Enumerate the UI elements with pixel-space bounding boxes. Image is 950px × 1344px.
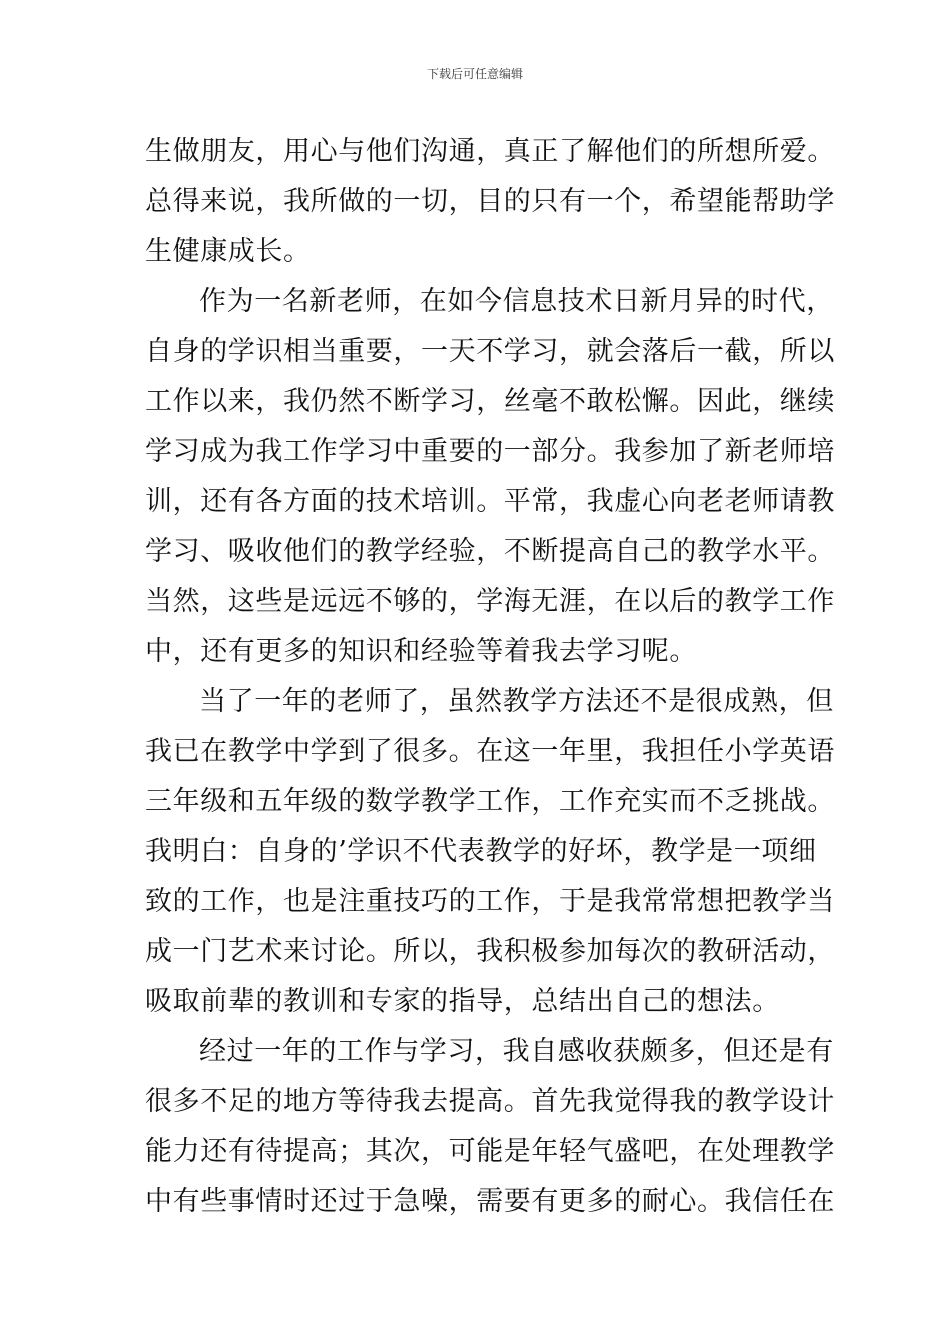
text-line: 我已在教学中学到了很多。在这一年里，我担任小学英语 — [145, 736, 835, 767]
paragraph-first-line: 经过一年的工作与学习，我自感收获颇多，但还是有 — [199, 1036, 834, 1067]
text-line: 致的工作，也是注重技巧的工作，于是我常常想把教学当 — [145, 886, 835, 917]
text-line: 吸取前辈的教训和专家的指导，总结出自己的想法。 — [145, 986, 780, 1017]
text-line: 工作以来，我仍然不断学习，丝毫不敢松懈。因此，继续 — [145, 386, 835, 417]
page-header: 下载后可任意编辑 — [426, 67, 523, 81]
text-line: 生做朋友，用心与他们沟通，真正了解他们的所想所爱。 — [145, 136, 835, 167]
text-line: 中有些事情时还过于急噪，需要有更多的耐心。我信任在 — [145, 1186, 835, 1217]
text-line: 生健康成长。 — [145, 236, 311, 267]
text-line: 当然，这些是远远不够的，学海无涯，在以后的教学工作 — [145, 586, 835, 617]
text-line: 成一门艺术来讨论。所以，我积极参加每次的教研活动， — [145, 936, 835, 967]
text-line: 自身的学识相当重要，一天不学习，就会落后一截，所以 — [145, 336, 835, 367]
text-line: 我明白：自身的’学识不代表教学的好坏，教学是一项细 — [145, 836, 817, 867]
text-line: 中，还有更多的知识和经验等着我去学习呢。 — [145, 636, 697, 667]
text-line: 学习、吸收他们的教学经验，不断提高自己的教学水平。 — [145, 536, 835, 567]
text-line: 学习成为我工作学习中重要的一部分。我参加了新老师培 — [145, 436, 835, 467]
text-line: 很多不足的地方等待我去提高。首先我觉得我的教学设计 — [145, 1086, 835, 1117]
text-line: 训，还有各方面的技术培训。平常，我虚心向老老师请教 — [145, 486, 835, 517]
paragraph-first-line: 作为一名新老师，在如今信息技术日新月异的时代， — [199, 286, 834, 317]
document-body — [145, 127, 835, 1227]
text-line: 总得来说，我所做的一切，目的只有一个，希望能帮助学 — [145, 186, 835, 217]
text-line: 三年级和五年级的数学教学工作，工作充实而不乏挑战。 — [145, 786, 835, 817]
paragraph-first-line: 当了一年的老师了，虽然教学方法还不是很成熟，但 — [199, 686, 834, 717]
text-line: 能力还有待提高；其次，可能是年轻气盛吧，在处理教学 — [145, 1136, 835, 1167]
